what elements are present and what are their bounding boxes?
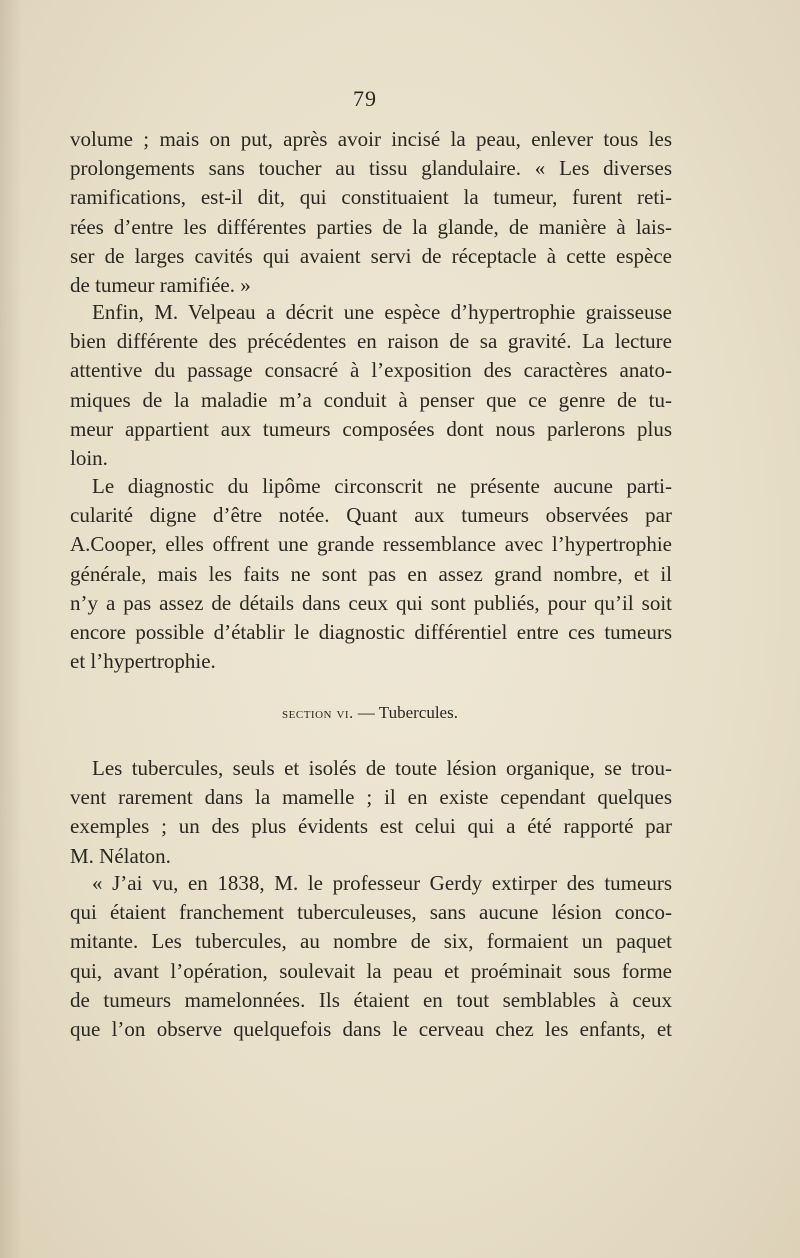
text-line: Le diagnostic du lipôme circonscrit ne présente aucune parti- (92, 474, 672, 498)
text-line: que l’on observe quelquefois dans le cerveau chez les enfants, et (70, 1017, 672, 1042)
text-line: A.Cooper, elles offrent une grande ressemblance avec l’hypertrophie (70, 532, 672, 557)
text-line: générale, mais les faits ne sont pas en assez grand nombre, et il (70, 561, 672, 586)
text-line: qui, avant l’opération, soulevait la peau et proéminait sous forme (70, 958, 672, 983)
paragraph-velpeau (70, 298, 672, 473)
text-line: et l’hypertrophie. (70, 649, 216, 674)
text-line: vent rarement dans la mamelle ; il en existe cependant quelques (70, 785, 672, 810)
text-line: M. Nélaton. (70, 843, 171, 868)
paragraph-quote-gerdy (70, 869, 672, 1044)
text-line: prolongements sans toucher au tissu glandulaire. « Les diverses (70, 156, 672, 181)
text-line: encore possible d’établir le diagnostic différentiel entre ces tumeurs (70, 620, 672, 645)
page-number: 79 (353, 86, 377, 111)
text-line: « J’ai vu, en 1838, M. le professeur Gerdy extirper des tumeurs (92, 871, 672, 895)
text-line: Enfin, M. Velpeau a décrit une espèce d’hypertrophie graisseuse (92, 300, 672, 324)
text-line: bien différente des précédentes en raison de sa gravité. La lecture (70, 329, 672, 354)
text-line: de tumeurs mamelonnées. Ils étaient en tout semblables à ceux (70, 987, 672, 1012)
text-line: mitante. Les tubercules, au nombre de six, formaient un paquet (70, 929, 672, 954)
section-title: Tubercules. (378, 703, 458, 722)
text-line: volume ; mais on put, après avoir incisé la peau, enlever tous les (70, 127, 672, 151)
text-line: qui étaient franchement tuberculeuses, sans aucune lésion conco- (70, 900, 672, 925)
text-line: loin. (70, 446, 108, 471)
text-line: Les tubercules, seuls et isolés de toute lésion organique, se trou- (92, 756, 672, 780)
text-line: miques de la maladie m’a conduit à penser que ce genre de tu- (70, 387, 672, 412)
text-line: exemples ; un des plus évidents est celui qui a été rapporté par (70, 814, 672, 839)
paragraph-tubercules (70, 754, 672, 871)
section-heading (0, 703, 740, 723)
paragraph-diagnostic (70, 472, 672, 676)
text-line: cularité digne d’être notée. Quant aux tumeurs observées par (70, 503, 672, 528)
section-separator: — (353, 703, 379, 722)
text-line: meur appartient aux tumeurs composées dont nous parlerons plus (70, 416, 672, 441)
text-line: rées d’entre les différentes parties de la glande, de manière à lais- (70, 214, 672, 239)
section-label: section vi. (282, 705, 354, 722)
text-line: attentive du passage consacré à l’exposition des caractères anato- (70, 358, 672, 383)
text-line: ramifications, est-il dit, qui constituaient la tumeur, furent reti- (70, 185, 672, 210)
text-line: n’y a pas assez de détails dans ceux qui sont publiés, pour qu’il soit (70, 590, 672, 615)
paragraph-continuation (70, 125, 672, 300)
text-line: de tumeur ramifiée. » (70, 273, 251, 298)
text-line: ser de larges cavités qui avaient servi de réceptacle à cette espèce (70, 243, 672, 268)
